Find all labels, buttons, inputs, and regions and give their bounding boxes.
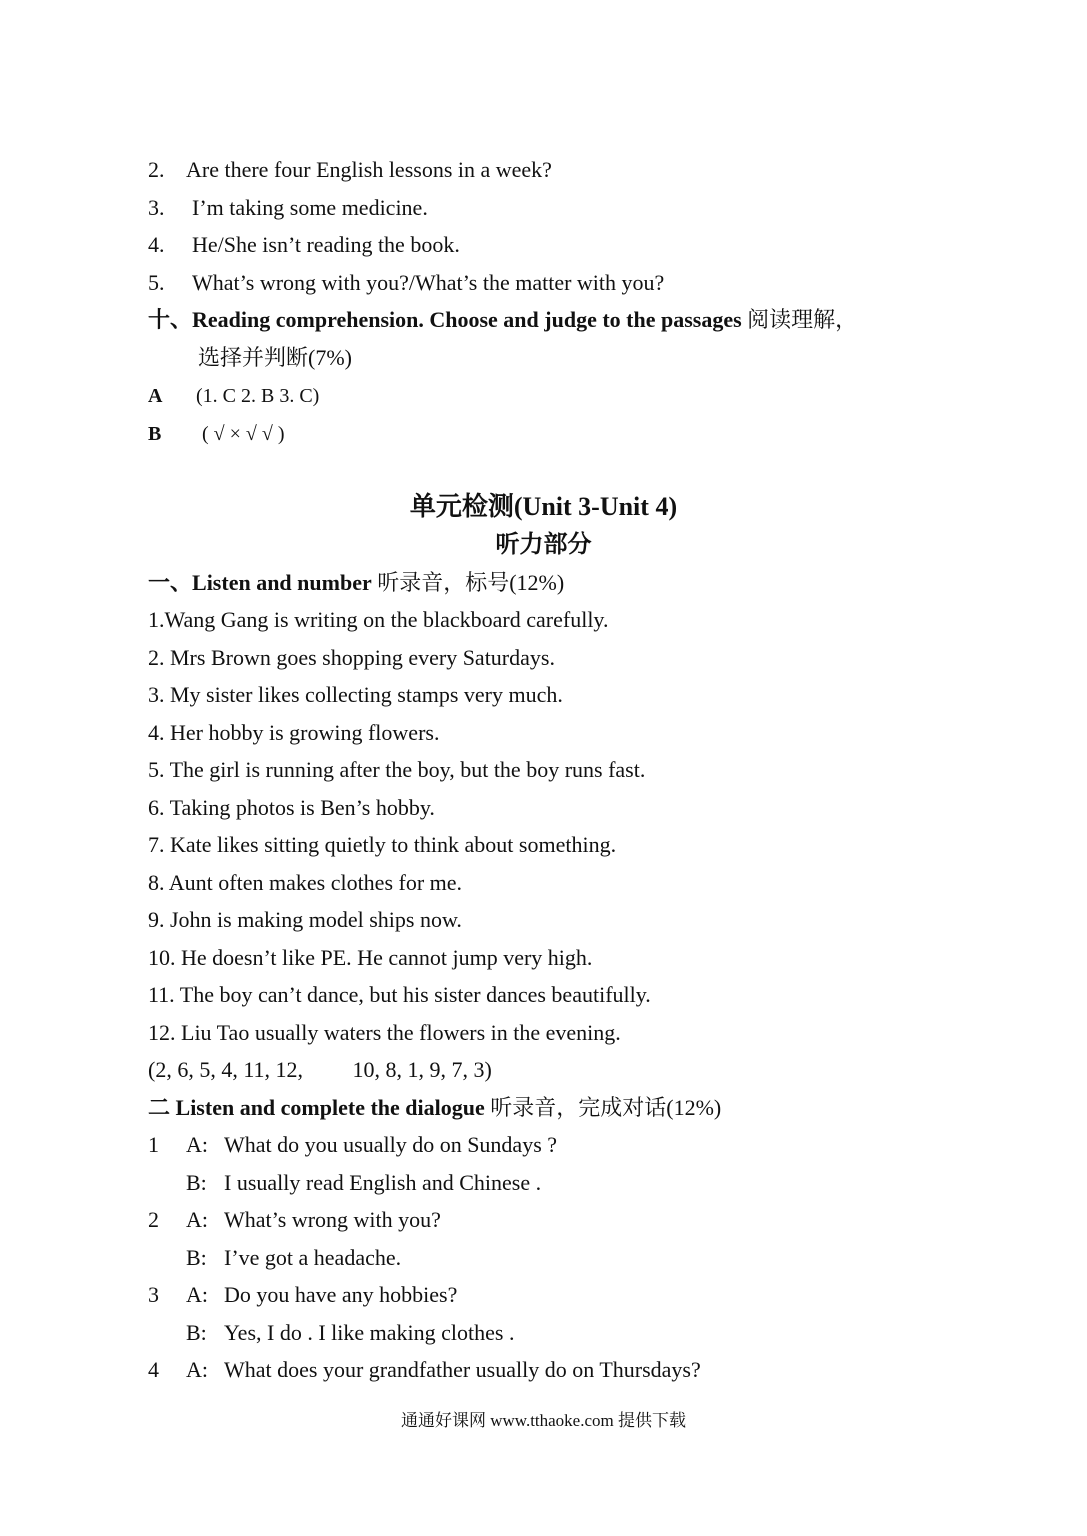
- section-ten-answer-a: A (1. C 2. B 3. C): [148, 385, 320, 407]
- dialogue-1-a: 1 A: What do you usually do on Sundays ?: [148, 1132, 558, 1157]
- dialogue-1-b: B: I usually read English and Chinese .: [186, 1170, 542, 1195]
- listen-item-4: 4. Her hobby is growing flowers.: [148, 720, 440, 745]
- unit-title: 单元检测(Unit 3-Unit 4): [409, 492, 678, 521]
- page-footer: 通通好课网 www.tthaoke.com 提供下载: [400, 1411, 687, 1430]
- part-title: 听力部分: [495, 532, 592, 558]
- listen-item-1: 1.Wang Gang is writing on the blackboard carefully.: [148, 607, 609, 632]
- prev-answer-2: 2. Are there four English lessons in a week?: [148, 157, 552, 182]
- section-ten-heading: 十、Reading comprehension. Choose and judge to the passages 阅读理解，: [148, 307, 858, 332]
- listen-item-5: 5. The girl is running after the boy, but the boy runs fast.: [148, 757, 646, 782]
- section-two-heading: 二 Listen and complete the dialogue 听录音，完成对话(12%): [148, 1095, 722, 1120]
- listen-item-7: 7. Kate likes sitting quietly to think about something.: [148, 832, 617, 857]
- dialogue-2-b: B: I’ve got a headache.: [186, 1245, 402, 1270]
- prev-answer-4: 4. He/She isn’t reading the book.: [148, 232, 460, 257]
- listen-item-12: 12. Liu Tao usually waters the flowers in the evening.: [148, 1020, 621, 1045]
- section-ten-heading-cn: 阅读理解，: [747, 307, 858, 332]
- section-ten-heading-en: Reading comprehension. Choose and judge to the passages: [192, 307, 742, 332]
- section-ten-heading-cont: 选择并判断(7%): [198, 345, 352, 370]
- prev-answer-5: 5. What’s wrong with you?/What’s the matter with you?: [148, 270, 665, 295]
- listen-item-8: 8. Aunt often makes clothes for me.: [148, 870, 463, 895]
- listen-item-3: 3. My sister likes collecting stamps very much.: [148, 682, 563, 707]
- dialogue-4-a: 4 A: What does your grandfather usually do on Thursdays?: [148, 1357, 701, 1382]
- dialogue-3-a: 3 A: Do you have any hobbies?: [148, 1282, 458, 1307]
- section-one-answer: (2, 6, 5, 4, 11, 12, 10, 8, 1, 9, 7, 3): [148, 1057, 492, 1082]
- dialogue-2-a: 2 A: What’s wrong with you?: [148, 1207, 441, 1232]
- listen-item-2: 2. Mrs Brown goes shopping every Saturdays.: [148, 645, 555, 670]
- prev-answer-3: 3. I’m taking some medicine.: [148, 195, 428, 220]
- section-ten-answer-b: B ( √ × √ √ ): [148, 423, 285, 445]
- section-one-heading: 一、Listen and number 听录音，标号(12%): [148, 570, 565, 595]
- listen-item-11: 11. The boy can’t dance, but his sister dances beautifully.: [148, 982, 651, 1007]
- dialogue-3-b: B: Yes, I do . I like making clothes .: [186, 1320, 515, 1345]
- listen-item-9: 9. John is making model ships now.: [148, 907, 462, 932]
- listen-item-6: 6. Taking photos is Ben’s hobby.: [148, 795, 435, 820]
- listen-item-10: 10. He doesn’t like PE. He cannot jump very high.: [148, 945, 593, 970]
